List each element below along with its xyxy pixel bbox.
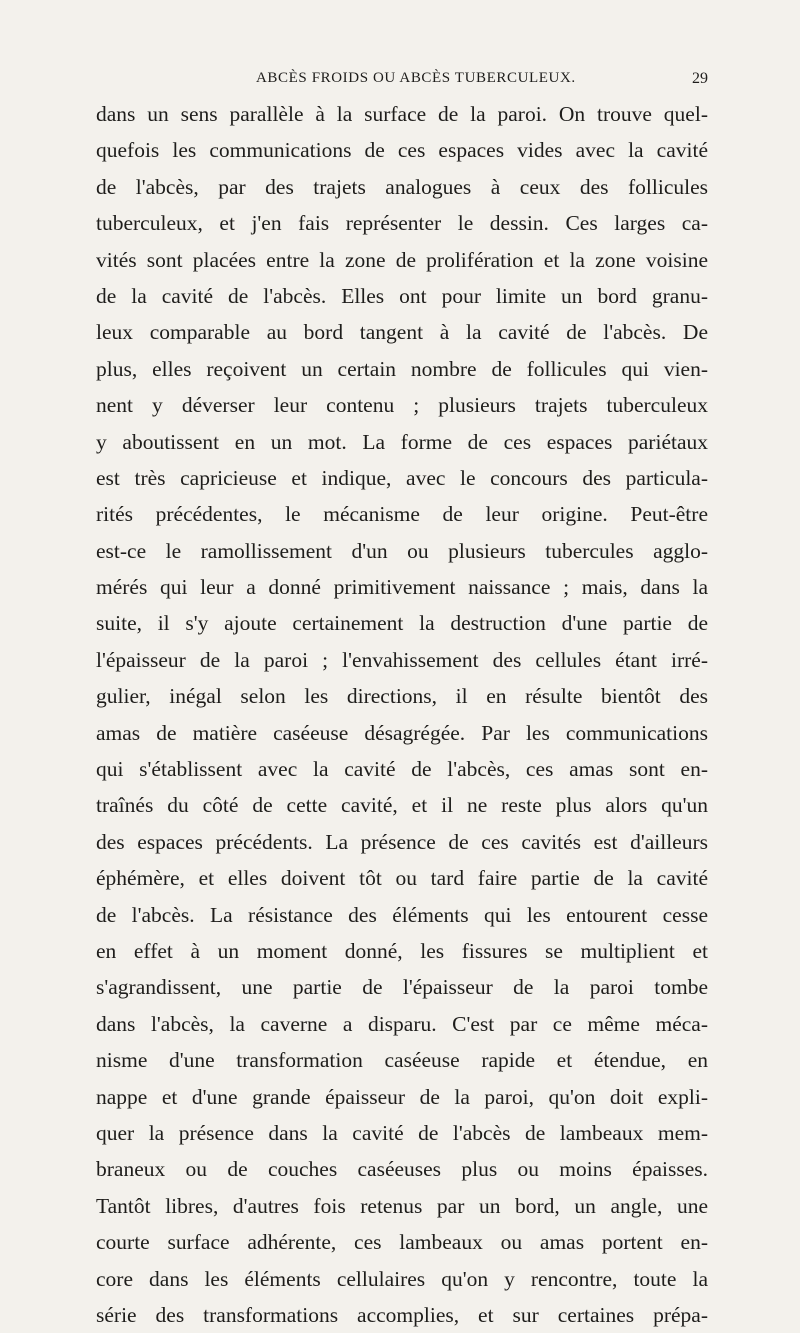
text-line: amas de matière caséeuse désagrégée. Par les communications bbox=[96, 720, 708, 745]
text-line: Tantôt libres, d'autres fois retenus par un bord, un angle, une bbox=[96, 1193, 708, 1218]
text-line: série des transformations accomplies, et sur certaines prépa- bbox=[96, 1302, 708, 1327]
text-line: dans l'abcès, la caverne a disparu. C'est par ce même méca- bbox=[96, 1011, 708, 1036]
text-line: y aboutissent en un mot. La forme de ces espaces pariétaux bbox=[96, 429, 708, 454]
text-line: qui s'établissent avec la cavité de l'abcès, ces amas sont en- bbox=[96, 757, 708, 782]
text-line: des espaces précédents. La présence de ces cavités est d'ailleurs bbox=[96, 829, 708, 854]
text-line: core dans les éléments cellulaires qu'on y rencontre, toute la bbox=[96, 1266, 708, 1291]
text-line: quefois les communications de ces espaces vides avec la cavité bbox=[96, 138, 708, 163]
text-line: braneux ou de couches caséeuses plus ou moins épaisses. bbox=[96, 1157, 708, 1182]
text-line: plus, elles reçoivent un certain nombre de follicules qui vien- bbox=[96, 356, 708, 381]
text-line: en effet à un moment donné, les fissures se multiplient et bbox=[96, 938, 708, 963]
text-line: traînés du côté de cette cavité, et il ne reste plus alors qu'un bbox=[96, 793, 708, 818]
text-line: de l'abcès, par des trajets analogues à ceux des follicules bbox=[96, 174, 708, 199]
text-line: vités sont placées entre la zone de prolifération et la zone voisine bbox=[96, 247, 708, 272]
text-line: suite, il s'y ajoute certainement la destruction d'une partie de bbox=[96, 611, 708, 636]
text-line: éphémère, et elles doivent tôt ou tard faire partie de la cavité bbox=[96, 866, 708, 891]
running-header bbox=[0, 70, 800, 94]
text-line: mérés qui leur a donné primitivement naissance ; mais, dans la bbox=[96, 575, 708, 600]
text-line: leux comparable au bord tangent à la cavité de l'abcès. De bbox=[96, 320, 708, 345]
text-line: dans un sens parallèle à la surface de la paroi. On trouve quel- bbox=[96, 102, 708, 126]
running-title: ABCÈS FROIDS OU ABCÈS TUBERCULEUX. bbox=[256, 70, 576, 86]
text-line: tuberculeux, et j'en fais représenter le dessin. Ces larges ca- bbox=[96, 211, 708, 236]
page-number: 29 bbox=[692, 70, 708, 87]
text-line: l'épaisseur de la paroi ; l'envahissement des cellules étant irré- bbox=[96, 647, 708, 672]
text-line: nappe et d'une grande épaisseur de la paroi, qu'on doit expli- bbox=[96, 1084, 708, 1109]
text-line: courte surface adhérente, ces lambeaux ou amas portent en- bbox=[96, 1230, 708, 1255]
text-line: quer la présence dans la cavité de l'abcès de lambeaux mem- bbox=[96, 1120, 708, 1145]
text-line: gulier, inégal selon les directions, il en résulte bientôt des bbox=[96, 684, 708, 709]
text-line: de la cavité de l'abcès. Elles ont pour limite un bord granu- bbox=[96, 283, 708, 308]
text-line: s'agrandissent, une partie de l'épaisseur de la paroi tombe bbox=[96, 975, 708, 1000]
text-line: est très capricieuse et indique, avec le concours des particula- bbox=[96, 465, 708, 490]
text-line: nisme d'une transformation caséeuse rapide et étendue, en bbox=[96, 1048, 708, 1073]
text-line: de l'abcès. La résistance des éléments qui les entourent cesse bbox=[96, 902, 708, 927]
text-line: est-ce le ramollissement d'un ou plusieurs tubercules agglo- bbox=[96, 538, 708, 563]
text-line: nent y déverser leur contenu ; plusieurs trajets tuberculeux bbox=[96, 393, 708, 418]
body-text bbox=[96, 96, 708, 1333]
text-line: rités précédentes, le mécanisme de leur origine. Peut-être bbox=[96, 502, 708, 527]
